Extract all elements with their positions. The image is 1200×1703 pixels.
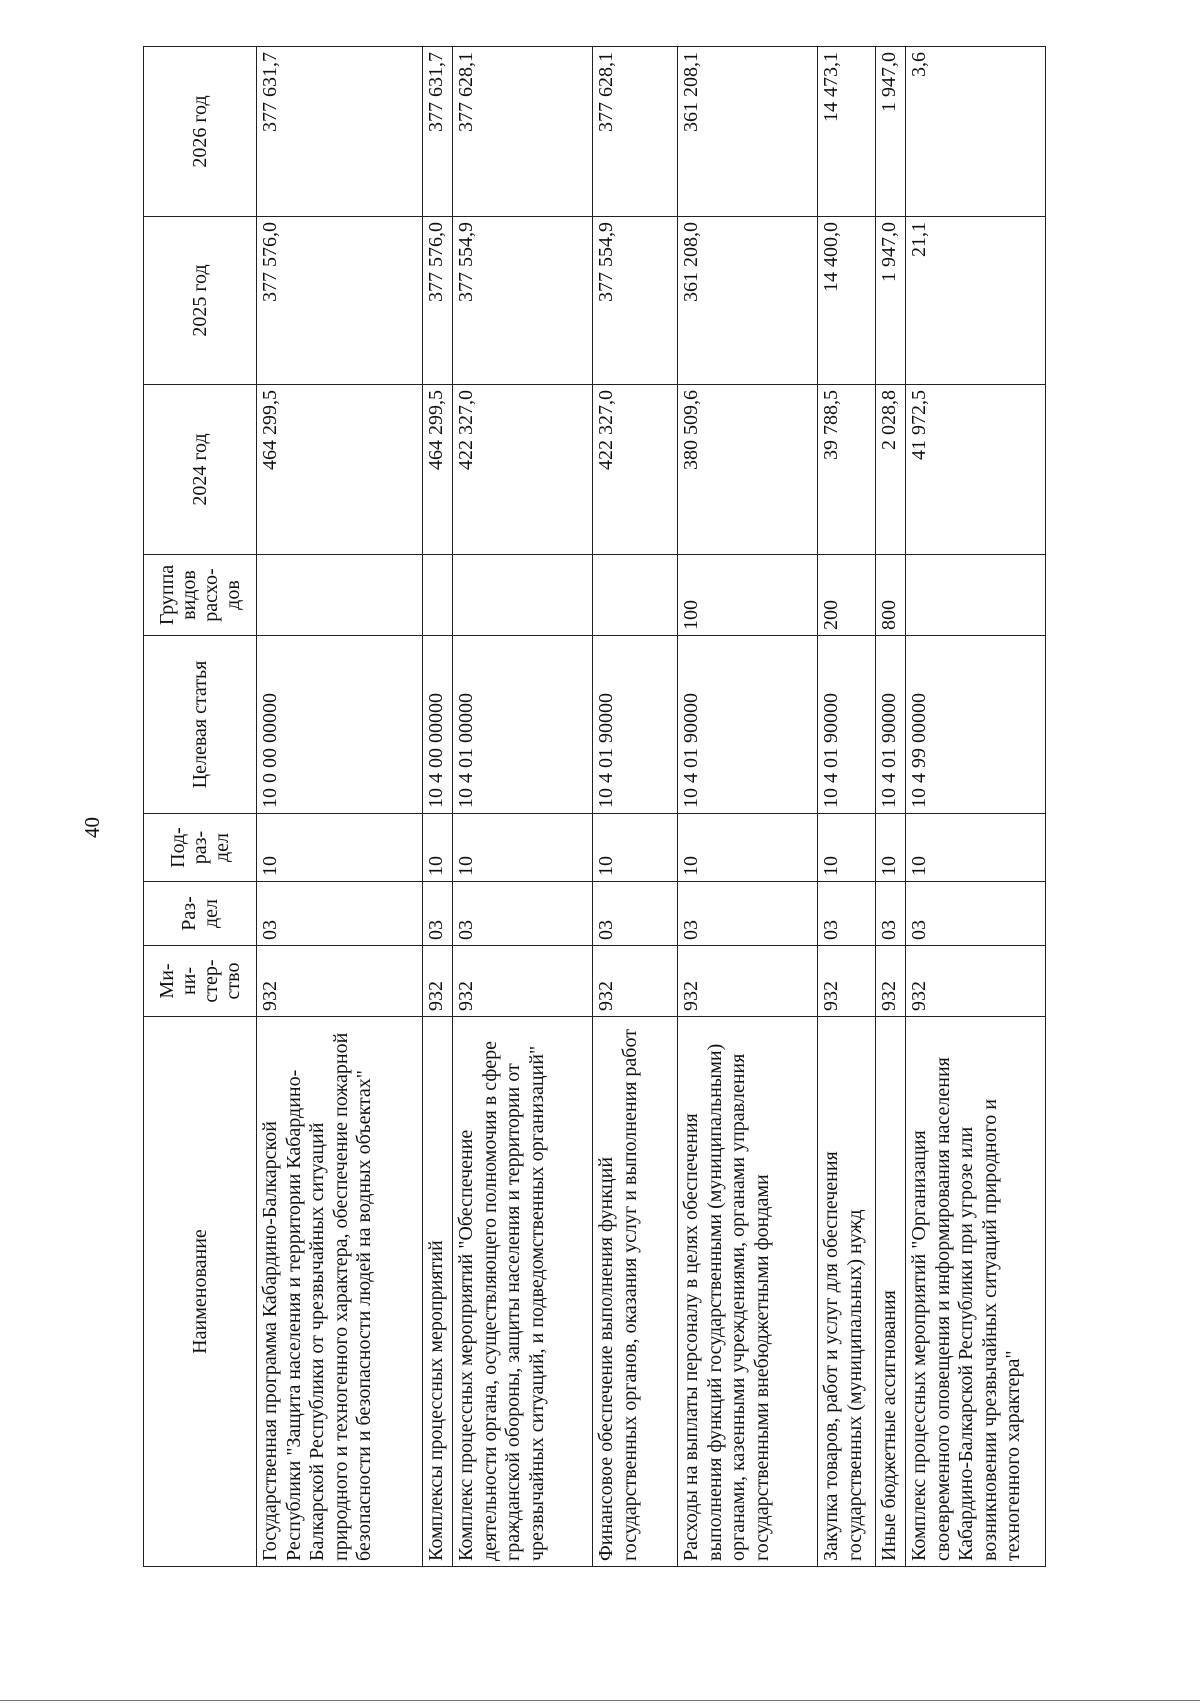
- table-row: [453, 47, 593, 1567]
- header-ministry: Ми-ни-стер-ство: [144, 946, 257, 1017]
- cell-expense-group: 800: [876, 555, 906, 636]
- cell-2026: 377 631,7: [257, 47, 423, 217]
- cell-2025: 361 208,0: [678, 217, 818, 385]
- cell-target: 10 0 00 00000: [257, 636, 423, 814]
- cell-expense-group: [257, 555, 423, 636]
- cell-2024: 380 509,6: [678, 385, 818, 555]
- cell-subsection: 10: [678, 814, 818, 882]
- table-header-row: [144, 47, 257, 1567]
- cell-name: Закупка товаров, работ и услуг для обеспечения государственных (муниципальных) нужд: [818, 1017, 876, 1567]
- table-row: [593, 47, 678, 1567]
- cell-target: 10 4 01 00000: [453, 636, 593, 814]
- cell-target: 10 4 01 90000: [593, 636, 678, 814]
- cell-target: 10 4 00 00000: [423, 636, 453, 814]
- cell-2025: 21,1: [906, 217, 1046, 385]
- header-target: Целевая статья: [144, 636, 257, 814]
- cell-2026: 14 473,1: [818, 47, 876, 217]
- cell-2024: 41 972,5: [906, 385, 1046, 555]
- cell-ministry: 932: [678, 946, 818, 1017]
- header-2025: 2025 год: [144, 217, 257, 385]
- cell-name: Комплексы процессных мероприятий: [423, 1017, 453, 1567]
- header-2026: 2026 год: [144, 47, 257, 217]
- cell-subsection: 10: [257, 814, 423, 882]
- cell-2024: 422 327,0: [593, 385, 678, 555]
- header-name: Наименование: [144, 1017, 257, 1567]
- cell-2024: 464 299,5: [257, 385, 423, 555]
- table-row: [876, 47, 906, 1567]
- cell-ministry: 932: [257, 946, 423, 1017]
- cell-section: 03: [593, 882, 678, 946]
- cell-2026: 1 947,0: [876, 47, 906, 217]
- page-number: 40: [80, 817, 104, 838]
- cell-subsection: 10: [593, 814, 678, 882]
- cell-2026: 3,6: [906, 47, 1046, 217]
- cell-expense-group: [453, 555, 593, 636]
- cell-2026: 361 208,1: [678, 47, 818, 217]
- header-section: Раз-дел: [144, 882, 257, 946]
- cell-subsection: 10: [453, 814, 593, 882]
- cell-2026: 377 628,1: [593, 47, 678, 217]
- cell-2024: 422 327,0: [453, 385, 593, 555]
- cell-target: 10 4 01 90000: [876, 636, 906, 814]
- cell-expense-group: [906, 555, 1046, 636]
- cell-2025: 377 554,9: [593, 217, 678, 385]
- table-row: [906, 47, 1046, 1567]
- cell-subsection: 10: [906, 814, 1046, 882]
- cell-ministry: 932: [453, 946, 593, 1017]
- budget-table: [143, 46, 1046, 1567]
- header-expense-group: Группа видов расхо-дов: [144, 555, 257, 636]
- cell-2024: 2 028,8: [876, 385, 906, 555]
- rotated-page-content: [143, 47, 1093, 1567]
- cell-2024: 464 299,5: [423, 385, 453, 555]
- cell-2025: 377 554,9: [453, 217, 593, 385]
- cell-section: 03: [818, 882, 876, 946]
- cell-target: 10 4 01 90000: [678, 636, 818, 814]
- cell-2025: 1 947,0: [876, 217, 906, 385]
- cell-name: Комплекс процессных мероприятий "Обеспечение деятельности органа, осуществляющего полномочия в сфере гражданской обороны, защиты населения и территории от чрезвычайных ситуаций, и подведомственных организаций": [453, 1017, 593, 1567]
- table-row: [257, 47, 423, 1567]
- cell-name: Финансовое обеспечение выполнения функций государственных органов, оказания услуг и выполнения работ: [593, 1017, 678, 1567]
- cell-name: Комплекс процессных мероприятий "Организация своевременного оповещения и информирования населения Кабардино-Балкарской Республики при угрозе или возникновении чрезвычайных ситуаций природного и техногенного характера": [906, 1017, 1046, 1567]
- cell-expense-group: 100: [678, 555, 818, 636]
- cell-2026: 377 628,1: [453, 47, 593, 217]
- cell-section: 03: [678, 882, 818, 946]
- table-row: [423, 47, 453, 1567]
- cell-section: 03: [453, 882, 593, 946]
- table-row: [818, 47, 876, 1567]
- cell-ministry: 932: [423, 946, 453, 1017]
- cell-2025: 377 576,0: [423, 217, 453, 385]
- cell-2026: 377 631,7: [423, 47, 453, 217]
- cell-subsection: 10: [423, 814, 453, 882]
- cell-expense-group: 200: [818, 555, 876, 636]
- cell-section: 03: [423, 882, 453, 946]
- cell-name: Иные бюджетные ассигнования: [876, 1017, 906, 1567]
- cell-name: Расходы на выплаты персоналу в целях обеспечения выполнения функций государственными (муниципальными) органами, казенными учреждениями, органами управления государственными внебюджетными фондами: [678, 1017, 818, 1567]
- cell-section: 03: [257, 882, 423, 946]
- cell-section: 03: [906, 882, 1046, 946]
- header-2024: 2024 год: [144, 385, 257, 555]
- table-row: [678, 47, 818, 1567]
- page-bottom-edge: [0, 1700, 1200, 1701]
- header-subsection: Под-раз-дел: [144, 814, 257, 882]
- cell-name: Государственная программа Кабардино-Балкарской Республики "Защита населения и территории Кабардино-Балкарской Республики от чрезвычайных ситуаций природного и техногенного характера, обеспечение пожарной безопасности и безопасности людей на водных объектах": [257, 1017, 423, 1567]
- cell-target: 10 4 01 90000: [818, 636, 876, 814]
- cell-expense-group: [593, 555, 678, 636]
- cell-ministry: 932: [876, 946, 906, 1017]
- cell-ministry: 932: [906, 946, 1046, 1017]
- cell-2024: 39 788,5: [818, 385, 876, 555]
- cell-expense-group: [423, 555, 453, 636]
- cell-subsection: 10: [876, 814, 906, 882]
- cell-subsection: 10: [818, 814, 876, 882]
- cell-2025: 14 400,0: [818, 217, 876, 385]
- cell-ministry: 932: [593, 946, 678, 1017]
- cell-2025: 377 576,0: [257, 217, 423, 385]
- cell-target: 10 4 99 00000: [906, 636, 1046, 814]
- cell-section: 03: [876, 882, 906, 946]
- cell-ministry: 932: [818, 946, 876, 1017]
